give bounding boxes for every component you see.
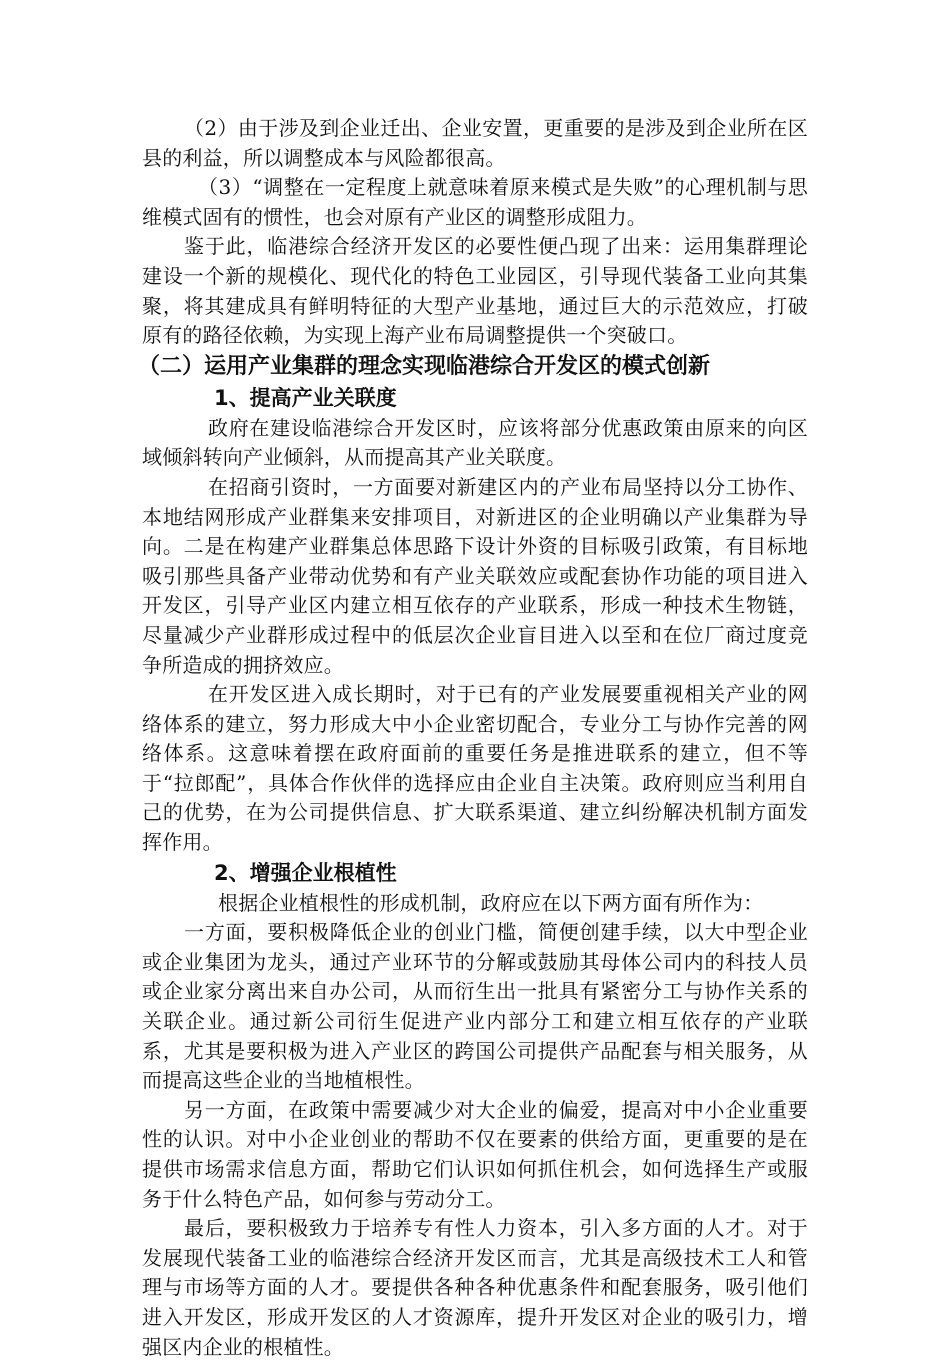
paragraph-talent: 最后，要积极致力于培养专有性人力资本，引入多方面的人才。对于发展现代装备工业的临港综合经济开发区而言，尤其是高级技术工人和管理与市场等方面的人才。要提供各种各种优惠条件和配套服务，吸引他们进入开发区，形成开发区的人才资源库，提升开发区对企业的吸引力，增强区内企业的根植性。	[142, 1216, 808, 1359]
document-body	[138, 114, 808, 1362]
paragraph-policy-tilt: 政府在建设临港综合开发区时，应该将部分优惠政策由原来的向区域倾斜转向产业倾斜，从而提高其产业关联度。	[142, 415, 808, 470]
paragraph-sme-support: 另一方面，在政策中需要减少对大企业的偏爱，提高对中小企业重要性的认识。对中小企业创业的帮助不仅在要素的供给方面，更重要的是在提供市场需求信息方面，帮助它们认识如何抓住机会，如何选择生产或服务于什么特色产品，如何参与劳动分工。	[142, 1097, 808, 1211]
paragraph-mindset-inertia: （3）“调整在一定程度上就意味着原来模式是失败”的心理机制与思维模式固有的惯性，也会对原有产业区的调整形成阻力。	[142, 175, 808, 229]
subsection-heading-embeddedness: 2、增强企业根植性	[214, 860, 397, 885]
paragraph-mechanism: 根据企业植根性的形成机制，政府应在以下两方面有所作为：	[218, 890, 764, 915]
paragraph-investment: 在招商引资时，一方面要对新建区内的产业布局坚持以分工协作、本地结网形成产业群集来安排项目，对新进区的企业明确以产业集群为导向。二是在构建产业群集总体思路下设计外资的目标吸引政策，有目标地吸引那些具备产业带动优势和有产业关联效应或配套协作功能的项目进入开发区，引导产业区内建立相互依存的产业联系，形成一种技术生物链，尽量减少产业群形成过程中的低层次企业盲目进入以至和在位厂商过度竞争所造成的拥挤效应。	[142, 474, 808, 677]
paragraph-necessity: 鉴于此，临港综合经济开发区的必要性便凸现了出来：运用集群理论建设一个新的规模化、现代化的特色工业园区，引导现代装备工业向其集聚，将其建成具有鲜明特征的大型产业基地，通过巨大的示范效应，打破原有的路径依赖，为实现上海产业布局调整提供一个突破口。	[142, 234, 808, 348]
section-heading: （二）运用产业集群的理念实现临港综合开发区的模式创新	[138, 353, 711, 379]
paragraph-startup-threshold: 一方面，要积极降低企业的创业门槛，简便创建手续，以大中型企业或企业集团为龙头，通过产业环节的分解或鼓励其母体公司内的科技人员或企业家分离出来自办公司，从而衍生出一批具有紧密分工与协作关系的关联企业。通过新公司衍生促进产业内部分工和建立相互依存的产业联系，尤其是要积极为进入产业区的跨国公司提供产品配套与相关服务，从而提高这些企业的当地植根性。	[142, 920, 808, 1093]
paragraph-risk-cost: （2）由于涉及到企业迁出、企业安置，更重要的是涉及到企业所在区县的利益，所以调整成本与风险都很高。	[142, 116, 808, 170]
paragraph-network: 在开发区进入成长期时，对于已有的产业发展要重视相关产业的网络体系的建立，努力形成大中小企业密切配合，专业分工与协作完善的网络体系。这意味着摆在政府面前的重要任务是推进联系的建立，但不等于“拉郎配”，具体合作伙伴的选择应由企业自主决策。政府则应当利用自己的优势，在为公司提供信息、扩大联系渠道、建立纠纷解决机制方面发挥作用。	[142, 682, 808, 855]
subsection-heading-relevance: 1、提高产业关联度	[214, 385, 397, 410]
